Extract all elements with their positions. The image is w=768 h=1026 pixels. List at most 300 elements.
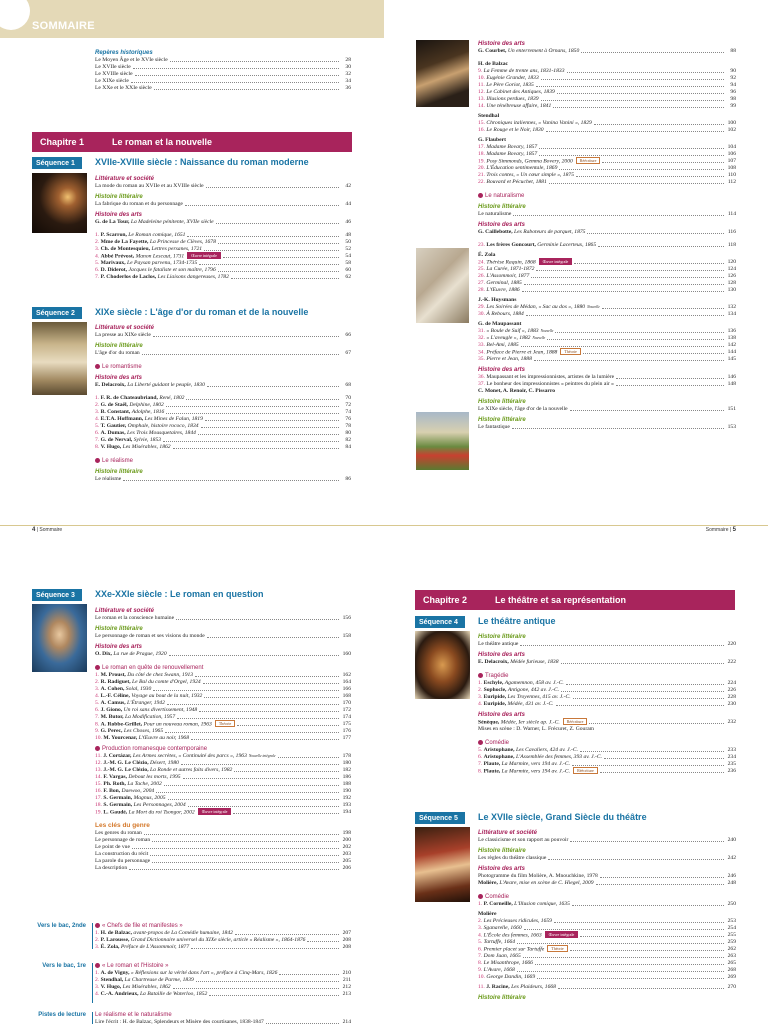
- toc-row[interactable]: [478, 259, 736, 266]
- toc-row[interactable]: [95, 944, 351, 951]
- dot-leader: [166, 406, 339, 407]
- toc-row[interactable]: [478, 103, 736, 110]
- bac-1re-list: [95, 962, 351, 998]
- item-number: 27.: [478, 280, 485, 286]
- toc-row[interactable]: [478, 68, 736, 75]
- item-title: La Femme de trente ans, 1831-1833: [483, 68, 565, 74]
- toc-row[interactable]: Le théâtre antique 220: [478, 641, 736, 647]
- toc-row[interactable]: [95, 239, 351, 246]
- item-title: Posy Simmonds, Gemma Bovery, 2000: [486, 158, 573, 164]
- sequence-1-label: Séquence 1: [32, 157, 82, 169]
- item-number: 6.: [95, 707, 100, 713]
- toc-row[interactable]: Photogramme du film Molière, A. Mnouchkine, 1978 246: [478, 873, 736, 879]
- item-title: Debout les morts, 1995: [128, 774, 181, 780]
- item-number: 3.: [95, 984, 100, 990]
- toc-row[interactable]: [478, 96, 736, 103]
- toc-row[interactable]: La mode du roman au XVIIe et au XVIIIe siècle 42: [95, 183, 351, 189]
- page-number: 190: [342, 788, 351, 794]
- toc-row[interactable]: Le personnage de roman et ses visions du monde 158: [95, 633, 351, 639]
- toc-row[interactable]: [95, 686, 351, 693]
- painting-impressionist: [416, 412, 469, 470]
- toc-row[interactable]: Le réalisme 86: [95, 476, 351, 482]
- dot-leader: [223, 257, 339, 258]
- page-number: 211: [342, 977, 351, 983]
- item-author: D. Diderot,: [100, 267, 129, 273]
- sequence-1-texts: [95, 232, 351, 281]
- toc-row[interactable]: [95, 809, 351, 816]
- toc-row[interactable]: [478, 381, 736, 388]
- toc-row[interactable]: [95, 707, 351, 714]
- item-title: Le Bal du comte d'Orgel, 1924: [132, 679, 201, 685]
- item-title: George Dandin, 1669: [486, 974, 536, 980]
- page-number: 194: [342, 809, 351, 815]
- item-number: 30.: [478, 311, 485, 317]
- page-number: 78: [345, 423, 351, 429]
- page-number: 112: [727, 179, 736, 185]
- dot-leader: [567, 72, 725, 73]
- toc-row[interactable]: [95, 984, 351, 991]
- toc-row[interactable]: [478, 158, 736, 165]
- page-number: 263: [727, 953, 736, 959]
- item-number: 15.: [478, 120, 485, 126]
- footer-left: 4 | Sommaire: [32, 527, 63, 533]
- dot-leader: [168, 799, 339, 800]
- dot-leader: [580, 751, 724, 752]
- dot-leader: [199, 711, 339, 712]
- toc-row[interactable]: [95, 437, 351, 444]
- pistes-list: [95, 1011, 351, 1026]
- dot-leader: [181, 764, 339, 765]
- item-author: M. Butor,: [100, 714, 125, 720]
- toc-row[interactable]: La fabrique du roman et du personnage 44: [95, 201, 351, 207]
- item-number: 9.: [95, 728, 100, 734]
- toc-row[interactable]: [95, 267, 351, 274]
- toc-row[interactable]: [478, 82, 736, 89]
- item-number: 4.: [95, 991, 100, 997]
- toc-row[interactable]: [95, 232, 351, 239]
- reecriture-badge: Réécriture: [563, 718, 588, 725]
- item-title: L'École des femmes, 1663: [483, 932, 542, 938]
- page-number: 230: [727, 701, 736, 707]
- toc-row[interactable]: 1. P. Corneille, L'Illusion comique, 1635 250: [478, 901, 736, 907]
- page-number: 76: [345, 416, 351, 422]
- toc-row[interactable]: [95, 977, 351, 984]
- item-author: L.-F. Céline,: [100, 693, 132, 699]
- toc-row[interactable]: [478, 172, 736, 179]
- bac-2nde-texts: [95, 930, 351, 951]
- page-number: 94: [730, 82, 736, 88]
- toc-row[interactable]: [478, 89, 736, 96]
- sequence-4-label: Séquence 4: [415, 616, 465, 628]
- dot-leader: [154, 89, 339, 90]
- item-title: La Tache, 2002: [127, 781, 162, 787]
- toc-row[interactable]: 23. Les frères Goncourt, Germinie Lacerteux, 1865 118: [478, 242, 736, 248]
- toc-row[interactable]: [95, 409, 351, 416]
- page-number: 70: [345, 395, 351, 401]
- item-title: Madame Bovary, 1857: [486, 151, 538, 157]
- toc-row[interactable]: Le classicisme et son rapport au pouvoir 240: [478, 837, 736, 843]
- toc-row[interactable]: [478, 349, 736, 356]
- dot-leader: [549, 183, 724, 184]
- toc-row[interactable]: [478, 273, 736, 280]
- dot-leader: [604, 758, 724, 759]
- item-title: Le Rouge et le Noir, 1830: [486, 127, 544, 133]
- toc-row[interactable]: [95, 672, 351, 679]
- item-title: Grand Dictionnaire universel du XIXe siècle, article « Réalisme », 1864-1876: [130, 937, 306, 943]
- toc-row[interactable]: [478, 946, 736, 953]
- sequence-5-label: Séquence 5: [415, 812, 465, 824]
- item-number: 4.: [478, 701, 483, 707]
- dot-leader: [539, 148, 724, 149]
- toc-row[interactable]: [95, 78, 351, 85]
- toc-row[interactable]: [95, 735, 351, 742]
- page-number: 192: [342, 795, 351, 801]
- toc-row[interactable]: [95, 970, 351, 977]
- toc-row[interactable]: [95, 253, 351, 260]
- item-author: Abbé Prévost,: [100, 253, 136, 259]
- bac-1re-label: Vers le bac, 1re: [42, 963, 86, 969]
- item-number: 35.: [478, 356, 485, 362]
- page-number: 48: [345, 232, 351, 238]
- toc-row[interactable]: [478, 356, 736, 363]
- item-number: 2.: [95, 239, 100, 245]
- toc-row[interactable]: [478, 974, 736, 981]
- toc-row[interactable]: [95, 830, 351, 837]
- page-number: 200: [342, 837, 351, 843]
- page-number: 126: [727, 273, 736, 279]
- item-title: Manon Lescaut, 1731: [135, 253, 185, 259]
- toc-row[interactable]: [95, 795, 351, 802]
- toc-row[interactable]: [95, 858, 351, 865]
- sommaire-tab: [0, 0, 384, 38]
- item-number: 26.: [478, 273, 485, 279]
- toc-row[interactable]: [478, 75, 736, 82]
- toc-row[interactable]: [478, 127, 736, 134]
- toc-row[interactable]: [478, 687, 736, 694]
- item-number: 18.: [478, 151, 485, 157]
- toc-row[interactable]: [95, 57, 351, 64]
- toc-row[interactable]: [478, 120, 736, 127]
- item-author: V. Hugo,: [100, 444, 123, 450]
- toc-row[interactable]: [95, 444, 351, 451]
- item-title: Tartuffe, 1664: [483, 939, 516, 945]
- item-title: Premier placet sur Tartuffe: [483, 946, 545, 952]
- item-title: La Chartreuse de Parme, 1839: [124, 977, 194, 983]
- toc-row[interactable]: [478, 280, 736, 287]
- painters: C. Monet, A. Renoir, C. Pissarro: [478, 388, 556, 394]
- dot-leader: [523, 957, 724, 958]
- toc-row[interactable]: O. Dix, La rue de Prague, 1920 160: [95, 651, 351, 657]
- toc-row[interactable]: [95, 64, 351, 71]
- toc-row: Mises en scène : D. Warner, L. Frécuret, Z. Gouram: [478, 726, 595, 732]
- toc-row[interactable]: Molière, L'Avare, mise en scène de C. Hiegel, 2009 248: [478, 880, 736, 886]
- pistes-label: Pistes de lecture: [38, 1012, 86, 1018]
- page-number: 146: [727, 374, 736, 380]
- subheading: Histoire littéraire: [478, 399, 526, 405]
- item-title: Madame Bovary, 1857: [486, 144, 538, 150]
- toc-row[interactable]: G. Caillebotte, Les Raboteurs de parquet, 1875 116: [478, 229, 736, 235]
- item-number: 1.: [95, 970, 100, 976]
- item-number: 4.: [95, 253, 100, 259]
- toc-row[interactable]: [95, 85, 351, 92]
- author-heading: G. de Maupassant: [478, 321, 522, 327]
- item-number: 20.: [478, 165, 485, 171]
- item-number: 21.: [478, 172, 485, 178]
- toc-row[interactable]: L'âge d'or du roman 67: [95, 350, 351, 356]
- toc-row[interactable]: [95, 760, 351, 767]
- toc-row[interactable]: [95, 774, 351, 781]
- item-number: 10.: [95, 735, 102, 741]
- item-title: Les Trois Mousquetaires, 1844: [127, 430, 196, 436]
- item-title: Les Précieuses ridicules, 1659: [483, 918, 552, 924]
- toc-row[interactable]: E. Delacroix, La Liberté guidant le peuple, 1830 68: [95, 382, 351, 388]
- dot-leader: [165, 732, 339, 733]
- item-author: Stendhal,: [100, 977, 125, 983]
- page-number: 134: [727, 311, 736, 317]
- toc-row[interactable]: [95, 423, 351, 430]
- item-title: Une ténébreuse affaire, 1841: [486, 103, 552, 109]
- toc-row[interactable]: [95, 721, 351, 728]
- item-number: 8.: [95, 721, 100, 727]
- toc-row[interactable]: [478, 335, 736, 342]
- toc-row[interactable]: [478, 328, 736, 335]
- toc-row[interactable]: G. de La Tour, La Madeleine pénitente, XVIIe siècle 46: [95, 219, 351, 225]
- item-title: La construction du récit: [95, 851, 149, 857]
- item-title: Adolphe, 1816: [131, 409, 165, 415]
- bullet-icon: [95, 458, 100, 463]
- toc-row[interactable]: [478, 918, 736, 925]
- page-number: 255: [727, 932, 736, 938]
- page-number: 164: [342, 679, 351, 685]
- dot-leader: [278, 757, 339, 758]
- subheading: Histoire littéraire: [478, 634, 526, 640]
- item-badge: Réécriture: [576, 157, 601, 164]
- toc-row[interactable]: Le roman et la conscience humaine 156: [95, 615, 351, 621]
- item-author: Sophocle,: [483, 687, 508, 693]
- dot-leader: [534, 360, 724, 361]
- maupassant-texts: [478, 328, 736, 363]
- sequence-3-label: Séquence 3: [32, 589, 82, 601]
- subheading: Histoire des arts: [478, 712, 526, 718]
- item-title: Omphale, histoire rococo, 1834: [127, 423, 199, 429]
- toc-row[interactable]: [478, 694, 736, 701]
- painting-madeleine: [32, 173, 87, 233]
- item-number: 3.: [95, 686, 100, 692]
- toc-row[interactable]: [95, 274, 351, 281]
- bullet-icon: [95, 746, 100, 751]
- item-author: H. de Balzac,: [100, 930, 134, 936]
- item-number: 29.: [478, 304, 485, 310]
- item-author: A. Dumas,: [100, 430, 128, 436]
- toc-row[interactable]: Lire l'écrit : H. de Balzac, Splendeurs et Misère des courtisanes, 1838-1847 214: [95, 1019, 351, 1025]
- toc-row[interactable]: Sénèque, Médée, Ier siècle ap. J.-C. Réécriture 232: [478, 718, 736, 725]
- subheading: Histoire littéraire: [95, 626, 143, 632]
- toc-row[interactable]: [95, 728, 351, 735]
- page-number: 235: [727, 761, 736, 767]
- page-number: 102: [727, 127, 736, 133]
- sequence-4-title: Le théâtre antique: [478, 616, 556, 626]
- item-author: P. Larousse,: [100, 937, 131, 943]
- toc-row[interactable]: [95, 991, 351, 998]
- item-number: 7.: [478, 953, 483, 959]
- item-title: Les Liaisons dangereuses, 1782: [157, 274, 229, 280]
- item-title: Les Misérables, 1862: [122, 984, 171, 990]
- page-number: 254: [727, 925, 736, 931]
- page-number: 176: [342, 728, 351, 734]
- item-number: 1.: [95, 232, 100, 238]
- toc-row[interactable]: [478, 680, 736, 687]
- toc-row[interactable]: [478, 701, 736, 708]
- toc-row[interactable]: Les règles du théâtre classique 242: [478, 855, 736, 861]
- author-heading: Stendhal: [478, 113, 500, 119]
- toc-row[interactable]: [95, 430, 351, 437]
- item-number: 31.: [478, 328, 485, 334]
- item-author: Eschyle,: [483, 680, 505, 686]
- subheading: Histoire littéraire: [95, 194, 143, 200]
- page-number: 259: [727, 939, 736, 945]
- toc-row[interactable]: [478, 304, 736, 311]
- toc-row[interactable]: [95, 71, 351, 78]
- dot-leader: [204, 250, 339, 251]
- item-title: Thérèse Raquin, 1868: [486, 259, 536, 265]
- toc-row[interactable]: [95, 937, 351, 944]
- toc-row[interactable]: 11. J. Racine, Les Plaideurs, 1668 270: [478, 984, 736, 990]
- toc-row[interactable]: G. Courbet, Un enterrement à Ornans, 1850 88: [478, 48, 736, 54]
- toc-row[interactable]: Le fantastique 153: [478, 424, 736, 430]
- item-badge: Œuvre intégrale: [545, 931, 579, 938]
- dot-leader: [557, 93, 724, 94]
- reperes-historiques: [95, 49, 351, 92]
- item-title: Les genres du roman: [95, 830, 142, 836]
- item-number: 12.: [478, 89, 485, 95]
- item-number: 6.: [478, 946, 483, 952]
- toc-row[interactable]: [95, 930, 351, 937]
- toc-row[interactable]: [95, 753, 351, 760]
- toc-row[interactable]: [478, 953, 736, 960]
- item-author: Plaute,: [483, 768, 502, 774]
- item-note: Nouvelle: [532, 336, 546, 340]
- chapter-1-banner: [32, 132, 352, 152]
- item-number: 18.: [95, 802, 102, 808]
- page-number: 104: [727, 144, 736, 150]
- item-title: Delphine, 1802: [129, 402, 164, 408]
- toc-row[interactable]: [478, 960, 736, 967]
- dot-leader: [566, 684, 724, 685]
- toc-row[interactable]: [95, 865, 351, 872]
- item-author: M. Yourcenar,: [103, 735, 139, 741]
- item-number: 2.: [95, 977, 100, 983]
- item-number: 4.: [95, 416, 100, 422]
- toc-row[interactable]: [478, 932, 736, 939]
- dot-leader: [555, 332, 724, 333]
- pistes-title: Le réalisme et le naturalisme: [95, 1012, 172, 1018]
- item-title: Le XIXe siècle: [95, 78, 129, 84]
- toc-row[interactable]: [95, 844, 351, 851]
- item-badge: Théorie: [215, 720, 235, 727]
- page-6: [0, 512, 384, 1024]
- dot-leader: [129, 869, 339, 870]
- item-title: « Réflexions sur la vérité dans l'art », préface à Cinq-Mars, 1826: [130, 970, 278, 976]
- toc-row[interactable]: La presse au XIXe siècle 66: [95, 332, 351, 338]
- toc-row[interactable]: [478, 754, 736, 761]
- dot-leader: [201, 427, 339, 428]
- item-number: 4.: [478, 932, 483, 938]
- bullet-icon: [478, 740, 483, 745]
- toc-row[interactable]: [95, 402, 351, 409]
- theme-heading: « Chefs de file et manifestes »: [95, 922, 351, 930]
- dot-leader: [131, 82, 339, 83]
- item-number: 5.: [95, 260, 100, 266]
- sommaire-title: SOMMAIRE: [32, 20, 95, 32]
- dot-leader: [183, 778, 339, 779]
- item-title: Sylvie, 1853: [133, 437, 162, 443]
- toc-row[interactable]: [95, 767, 351, 774]
- page-number: 82: [345, 437, 351, 443]
- footer-right: Sommaire | 5: [705, 527, 736, 533]
- toc-row[interactable]: Le naturalisme 114: [478, 211, 736, 217]
- item-author: Euripide,: [483, 694, 508, 700]
- toc-row[interactable]: [95, 700, 351, 707]
- toc-row[interactable]: [478, 165, 736, 172]
- page-number: 253: [727, 918, 736, 924]
- toc-row[interactable]: [95, 679, 351, 686]
- toc-row[interactable]: [95, 837, 351, 844]
- item-number: 5.: [478, 747, 483, 753]
- page-number: 182: [342, 767, 351, 773]
- toc-row[interactable]: [95, 395, 351, 402]
- item-title: La Princesse de Clèves, 1678: [149, 239, 216, 245]
- toc-row[interactable]: [478, 967, 736, 974]
- toc-row[interactable]: [95, 416, 351, 423]
- dot-leader: [204, 697, 339, 698]
- dot-leader: [602, 308, 724, 309]
- toc-row[interactable]: [478, 179, 736, 186]
- toc-row[interactable]: [95, 781, 351, 788]
- comedie-texts: [478, 747, 736, 775]
- page-number: 142: [727, 342, 736, 348]
- item-title: Antigone, 442 av. J.-C.: [507, 687, 560, 693]
- page-4: [0, 0, 384, 533]
- toc-row[interactable]: E. Delacroix, Médée furieuse, 1838 222: [478, 659, 736, 665]
- page-number: 228: [727, 694, 736, 700]
- page-number: 193: [342, 802, 351, 808]
- toc-row[interactable]: [95, 851, 351, 858]
- dot-leader: [561, 691, 724, 692]
- painting-reader: [32, 604, 87, 672]
- toc-row[interactable]: [478, 266, 736, 273]
- toc-row[interactable]: [95, 693, 351, 700]
- item-number: 13.: [478, 96, 485, 102]
- bullet-icon: [478, 894, 483, 899]
- page-number: 36: [345, 85, 351, 91]
- toc-row[interactable]: [478, 374, 736, 381]
- toc-row[interactable]: [478, 747, 736, 754]
- item-number: 10.: [478, 974, 485, 980]
- toc-row[interactable]: [478, 768, 736, 775]
- toc-row[interactable]: [478, 144, 736, 151]
- toc-row[interactable]: [95, 788, 351, 795]
- item-title: Lettres persanes, 1721: [151, 246, 203, 252]
- item-number: 2.: [478, 918, 483, 924]
- toc-row[interactable]: [478, 311, 736, 318]
- toc-row[interactable]: [478, 287, 736, 294]
- page-number: 212: [342, 984, 351, 990]
- toc-row[interactable]: Le XIXe siècle, l'âge d'or de la nouvelle 151: [478, 406, 736, 412]
- toc-row[interactable]: [95, 260, 351, 267]
- page-number: 162: [342, 672, 351, 678]
- flaubert-texts: [478, 144, 736, 186]
- page-number: 34: [345, 78, 351, 84]
